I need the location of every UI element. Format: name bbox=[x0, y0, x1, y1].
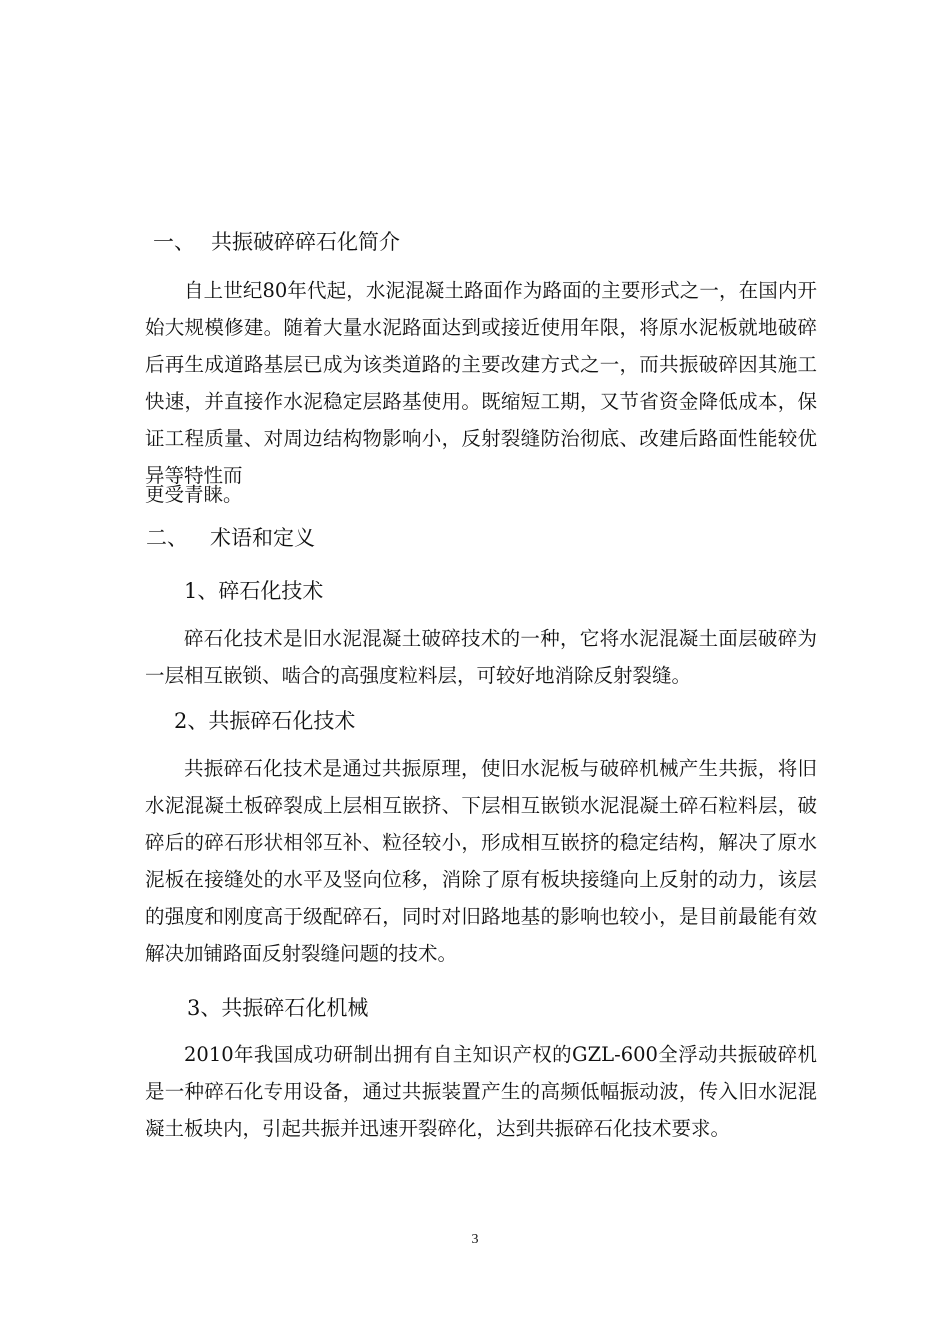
subsection-heading-3: 3、共振碎石化机械 bbox=[187, 996, 369, 1020]
section-heading-intro bbox=[153, 228, 400, 256]
section-heading-terms bbox=[146, 524, 315, 552]
intro-paragraph-last-line: 更受青睐。 bbox=[145, 483, 243, 506]
section-title: 共振破碎碎石化简介 bbox=[211, 230, 400, 254]
subsection-heading-1: 1、碎石化技术 bbox=[184, 579, 324, 603]
subsection-paragraph-2: 共振碎石化技术是通过共振原理，使旧水泥板与破碎机械产生共振，将旧水泥混凝土板碎裂成上层相互嵌挤、下层相互嵌锁水泥混凝土碎石粒料层，破碎后的碎石形状相邻互补、粒径较小，形成相互嵌挤的稳定结构，解决了原水泥板在接缝处的水平及竖向位移，消除了原有板块接缝向上反射的动力，该层的强度和刚度高于级配碎石，同时对旧路地基的影响也较小，是目前最能有效解决加铺路面反射裂缝问题的技术。 bbox=[145, 757, 817, 965]
subsection-paragraph-1: 碎石化技术是旧水泥混凝土破碎技术的一种，它将水泥混凝土面层破碎为一层相互嵌锁、啮合的高强度粒料层，可较好地消除反射裂缝。 bbox=[145, 627, 817, 687]
subsection-paragraph-3: 2010年我国成功研制出拥有自主知识产权的GZL-600全浮动共振破碎机是一种碎石化专用设备，通过共振装置产生的高频低幅振动波，传入旧水泥混凝土板块内，引起共振并迅速开裂碎化，达到共振碎石化技术要求。 bbox=[145, 1043, 817, 1140]
page-number: 3 bbox=[471, 1232, 479, 1247]
section-number: 二、 bbox=[146, 526, 188, 550]
section-number: 一、 bbox=[153, 230, 195, 254]
section-title: 术语和定义 bbox=[210, 526, 315, 550]
subsection-heading-2: 2、共振碎石化技术 bbox=[174, 709, 356, 733]
intro-paragraph: 自上世纪80年代起，水泥混凝土路面作为路面的主要形式之一，在国内开始大规模修建。随着大量水泥路面达到或接近使用年限，将原水泥板就地破碎后再生成道路基层已成为该类道路的主要改建方式之一，而共振破碎因其施工快速，并直接作水泥稳定层路基使用。既缩短工期，又节省资金降低成本，保证工程质量、对周边结构物影响小，反射裂缝防治彻底、改建后路面性能较优异等特性而 bbox=[145, 279, 817, 487]
